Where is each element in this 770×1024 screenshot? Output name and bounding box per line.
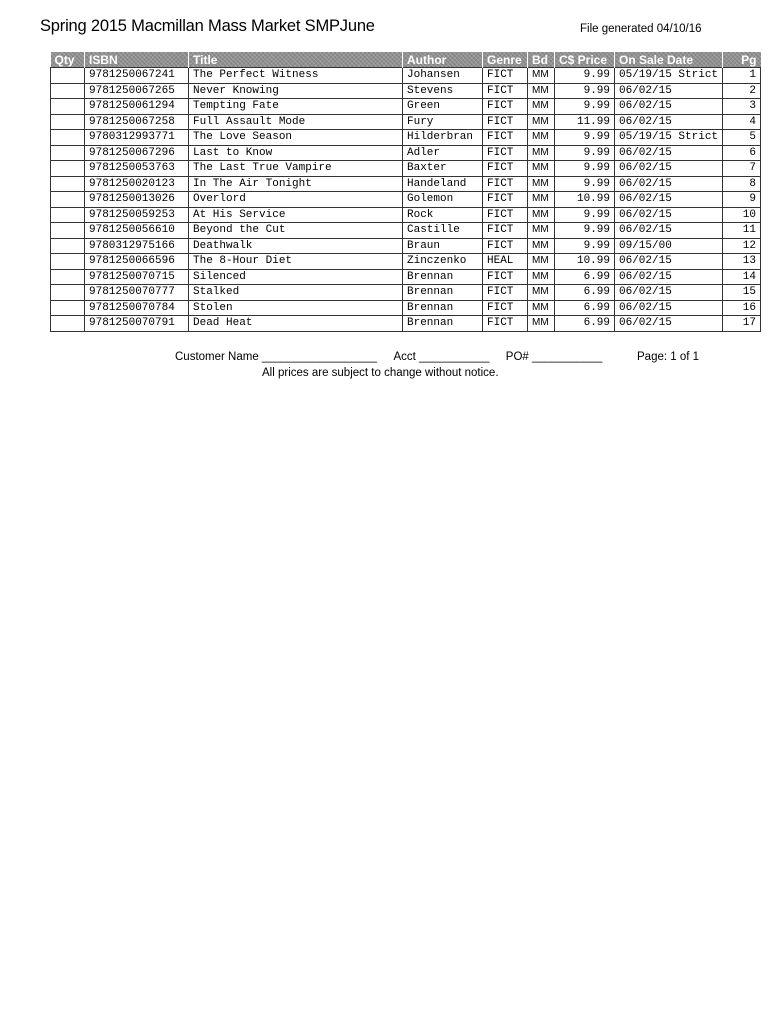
column-header-qty: Qty: [51, 52, 85, 68]
account-field[interactable]: Acct ___________: [393, 351, 490, 363]
isbn-cell: 9781250067296: [85, 145, 189, 161]
page-cell: 6: [723, 145, 761, 161]
title-cell: In The Air Tonight: [189, 176, 403, 192]
column-header-author: Author: [403, 52, 483, 68]
author-cell: Johansen: [403, 68, 483, 84]
order-info-line: [175, 351, 602, 363]
author-cell: Brennan: [403, 285, 483, 301]
page-cell: 4: [723, 114, 761, 130]
binding-cell: MM: [528, 130, 555, 146]
author-cell: Brennan: [403, 300, 483, 316]
price-cell: 9.99: [555, 238, 615, 254]
binding-cell: MM: [528, 207, 555, 223]
genre-cell: FICT: [483, 176, 528, 192]
price-cell: 9.99: [555, 68, 615, 84]
on-sale-date-cell: 09/15/00: [615, 238, 723, 254]
table-row: [51, 223, 761, 239]
page-cell: 15: [723, 285, 761, 301]
page-cell: 10: [723, 207, 761, 223]
table-row: [51, 130, 761, 146]
on-sale-date-cell: 06/02/15: [615, 254, 723, 270]
genre-cell: FICT: [483, 223, 528, 239]
table-row: [51, 114, 761, 130]
price-cell: 10.99: [555, 254, 615, 270]
qty-cell[interactable]: [51, 207, 85, 223]
price-cell: 9.99: [555, 207, 615, 223]
author-cell: Castille: [403, 223, 483, 239]
binding-cell: MM: [528, 99, 555, 115]
author-cell: Adler: [403, 145, 483, 161]
table-row: [51, 68, 761, 84]
isbn-cell: 9781250056610: [85, 223, 189, 239]
on-sale-date-cell: 06/02/15: [615, 99, 723, 115]
isbn-cell: 9781250067258: [85, 114, 189, 130]
price-cell: 6.99: [555, 316, 615, 332]
author-cell: Brennan: [403, 316, 483, 332]
column-header-isbn: ISBN: [85, 52, 189, 68]
price-cell: 6.99: [555, 285, 615, 301]
table-row: [51, 83, 761, 99]
page-cell: 2: [723, 83, 761, 99]
page-cell: 3: [723, 99, 761, 115]
title-cell: Tempting Fate: [189, 99, 403, 115]
on-sale-date-cell: 06/02/15: [615, 269, 723, 285]
author-cell: Stevens: [403, 83, 483, 99]
qty-cell[interactable]: [51, 285, 85, 301]
price-cell: 9.99: [555, 145, 615, 161]
qty-cell[interactable]: [51, 99, 85, 115]
price-cell: 9.99: [555, 176, 615, 192]
on-sale-date-cell: 06/02/15: [615, 114, 723, 130]
table-row: [51, 176, 761, 192]
title-cell: The Perfect Witness: [189, 68, 403, 84]
table-row: [51, 285, 761, 301]
table-row: [51, 300, 761, 316]
on-sale-date-cell: 06/02/15: [615, 161, 723, 177]
price-cell: 6.99: [555, 300, 615, 316]
title-cell: Overlord: [189, 192, 403, 208]
genre-cell: FICT: [483, 192, 528, 208]
qty-cell[interactable]: [51, 114, 85, 130]
author-cell: Hilderbran: [403, 130, 483, 146]
on-sale-date-cell: 05/19/15 Strict: [615, 68, 723, 84]
binding-cell: MM: [528, 161, 555, 177]
column-header-title: Title: [189, 52, 403, 68]
genre-cell: FICT: [483, 130, 528, 146]
on-sale-date-cell: 06/02/15: [615, 223, 723, 239]
binding-cell: MM: [528, 83, 555, 99]
binding-cell: MM: [528, 238, 555, 254]
on-sale-date-cell: 06/02/15: [615, 83, 723, 99]
isbn-cell: 9781250070784: [85, 300, 189, 316]
author-cell: Brennan: [403, 269, 483, 285]
title-cell: The 8-Hour Diet: [189, 254, 403, 270]
genre-cell: FICT: [483, 161, 528, 177]
isbn-cell: 9781250061294: [85, 99, 189, 115]
price-cell: 9.99: [555, 161, 615, 177]
page-cell: 13: [723, 254, 761, 270]
qty-cell[interactable]: [51, 68, 85, 84]
qty-cell[interactable]: [51, 238, 85, 254]
on-sale-date-cell: 06/02/15: [615, 192, 723, 208]
qty-cell[interactable]: [51, 223, 85, 239]
author-cell: Green: [403, 99, 483, 115]
qty-cell[interactable]: [51, 83, 85, 99]
qty-cell[interactable]: [51, 300, 85, 316]
genre-cell: FICT: [483, 99, 528, 115]
price-cell: 9.99: [555, 99, 615, 115]
column-header-price: C$ Price: [555, 52, 615, 68]
genre-cell: FICT: [483, 238, 528, 254]
table-row: [51, 192, 761, 208]
isbn-cell: 9781250067241: [85, 68, 189, 84]
page-cell: 9: [723, 192, 761, 208]
page-cell: 8: [723, 176, 761, 192]
genre-cell: FICT: [483, 269, 528, 285]
author-cell: Golemon: [403, 192, 483, 208]
isbn-cell: 9781250053763: [85, 161, 189, 177]
binding-cell: MM: [528, 192, 555, 208]
genre-cell: FICT: [483, 316, 528, 332]
author-cell: Fury: [403, 114, 483, 130]
qty-cell[interactable]: [51, 161, 85, 177]
qty-cell[interactable]: [51, 269, 85, 285]
title-cell: Last to Know: [189, 145, 403, 161]
isbn-cell: 9780312975166: [85, 238, 189, 254]
customer-name-field[interactable]: Customer Name __________________: [175, 351, 378, 363]
genre-cell: FICT: [483, 68, 528, 84]
author-cell: Braun: [403, 238, 483, 254]
binding-cell: MM: [528, 176, 555, 192]
page-cell: 11: [723, 223, 761, 239]
title-cell: Silenced: [189, 269, 403, 285]
title-cell: Never Knowing: [189, 83, 403, 99]
binding-cell: MM: [528, 300, 555, 316]
column-header-binding: Bd: [528, 52, 555, 68]
on-sale-date-cell: 06/02/15: [615, 145, 723, 161]
title-cell: Full Assault Mode: [189, 114, 403, 130]
page-indicator: Page: 1 of 1: [637, 351, 700, 363]
author-cell: Baxter: [403, 161, 483, 177]
table-row: [51, 99, 761, 115]
isbn-cell: 9781250066596: [85, 254, 189, 270]
qty-cell[interactable]: [51, 176, 85, 192]
binding-cell: MM: [528, 254, 555, 270]
binding-cell: MM: [528, 285, 555, 301]
qty-cell[interactable]: [51, 145, 85, 161]
table-row: [51, 238, 761, 254]
table-row: [51, 161, 761, 177]
genre-cell: FICT: [483, 83, 528, 99]
qty-cell[interactable]: [51, 254, 85, 270]
page-cell: 16: [723, 300, 761, 316]
binding-cell: MM: [528, 223, 555, 239]
binding-cell: MM: [528, 269, 555, 285]
genre-cell: FICT: [483, 145, 528, 161]
price-cell: 9.99: [555, 83, 615, 99]
price-notice: All prices are subject to change without notice.: [262, 367, 499, 379]
binding-cell: MM: [528, 114, 555, 130]
isbn-cell: 9781250020123: [85, 176, 189, 192]
author-cell: Zinczenko: [403, 254, 483, 270]
table-row: [51, 145, 761, 161]
author-cell: Rock: [403, 207, 483, 223]
qty-cell[interactable]: [51, 192, 85, 208]
table-row: [51, 269, 761, 285]
table-header-row: [51, 52, 761, 68]
on-sale-date-cell: 06/02/15: [615, 176, 723, 192]
binding-cell: MM: [528, 316, 555, 332]
page-cell: 5: [723, 130, 761, 146]
qty-cell[interactable]: [51, 130, 85, 146]
title-cell: Beyond the Cut: [189, 223, 403, 239]
file-generated-date: File generated 04/10/16: [580, 23, 702, 35]
isbn-cell: 9781250059253: [85, 207, 189, 223]
column-header-page: Pg: [723, 52, 761, 68]
title-cell: Dead Heat: [189, 316, 403, 332]
document-title: Spring 2015 Macmillan Mass Market SMPJune: [40, 17, 375, 35]
title-cell: The Love Season: [189, 130, 403, 146]
genre-cell: FICT: [483, 207, 528, 223]
on-sale-date-cell: 06/02/15: [615, 300, 723, 316]
title-cell: The Last True Vampire: [189, 161, 403, 177]
genre-cell: FICT: [483, 300, 528, 316]
isbn-cell: 9781250070715: [85, 269, 189, 285]
price-cell: 10.99: [555, 192, 615, 208]
isbn-cell: 9781250013026: [85, 192, 189, 208]
price-cell: 9.99: [555, 130, 615, 146]
price-cell: 11.99: [555, 114, 615, 130]
on-sale-date-cell: 05/19/15 Strict: [615, 130, 723, 146]
isbn-cell: 9781250067265: [85, 83, 189, 99]
page-cell: 14: [723, 269, 761, 285]
binding-cell: MM: [528, 68, 555, 84]
on-sale-date-cell: 06/02/15: [615, 316, 723, 332]
genre-cell: FICT: [483, 114, 528, 130]
title-cell: Stolen: [189, 300, 403, 316]
order-form-table: [50, 52, 761, 332]
table-row: [51, 316, 761, 332]
genre-cell: HEAL: [483, 254, 528, 270]
po-number-field[interactable]: PO# ___________: [505, 351, 603, 363]
qty-cell[interactable]: [51, 316, 85, 332]
price-cell: 6.99: [555, 269, 615, 285]
table-row: [51, 207, 761, 223]
title-cell: Deathwalk: [189, 238, 403, 254]
table-row: [51, 254, 761, 270]
column-header-genre: Genre: [483, 52, 528, 68]
page-cell: 12: [723, 238, 761, 254]
page-cell: 1: [723, 68, 761, 84]
genre-cell: FICT: [483, 285, 528, 301]
isbn-cell: 9781250070777: [85, 285, 189, 301]
isbn-cell: 9781250070791: [85, 316, 189, 332]
title-cell: At His Service: [189, 207, 403, 223]
page-cell: 17: [723, 316, 761, 332]
on-sale-date-cell: 06/02/15: [615, 207, 723, 223]
binding-cell: MM: [528, 145, 555, 161]
title-cell: Stalked: [189, 285, 403, 301]
on-sale-date-cell: 06/02/15: [615, 285, 723, 301]
page-cell: 7: [723, 161, 761, 177]
author-cell: Handeland: [403, 176, 483, 192]
column-header-on-sale-date: On Sale Date: [615, 52, 723, 68]
price-cell: 9.99: [555, 223, 615, 239]
isbn-cell: 9780312993771: [85, 130, 189, 146]
